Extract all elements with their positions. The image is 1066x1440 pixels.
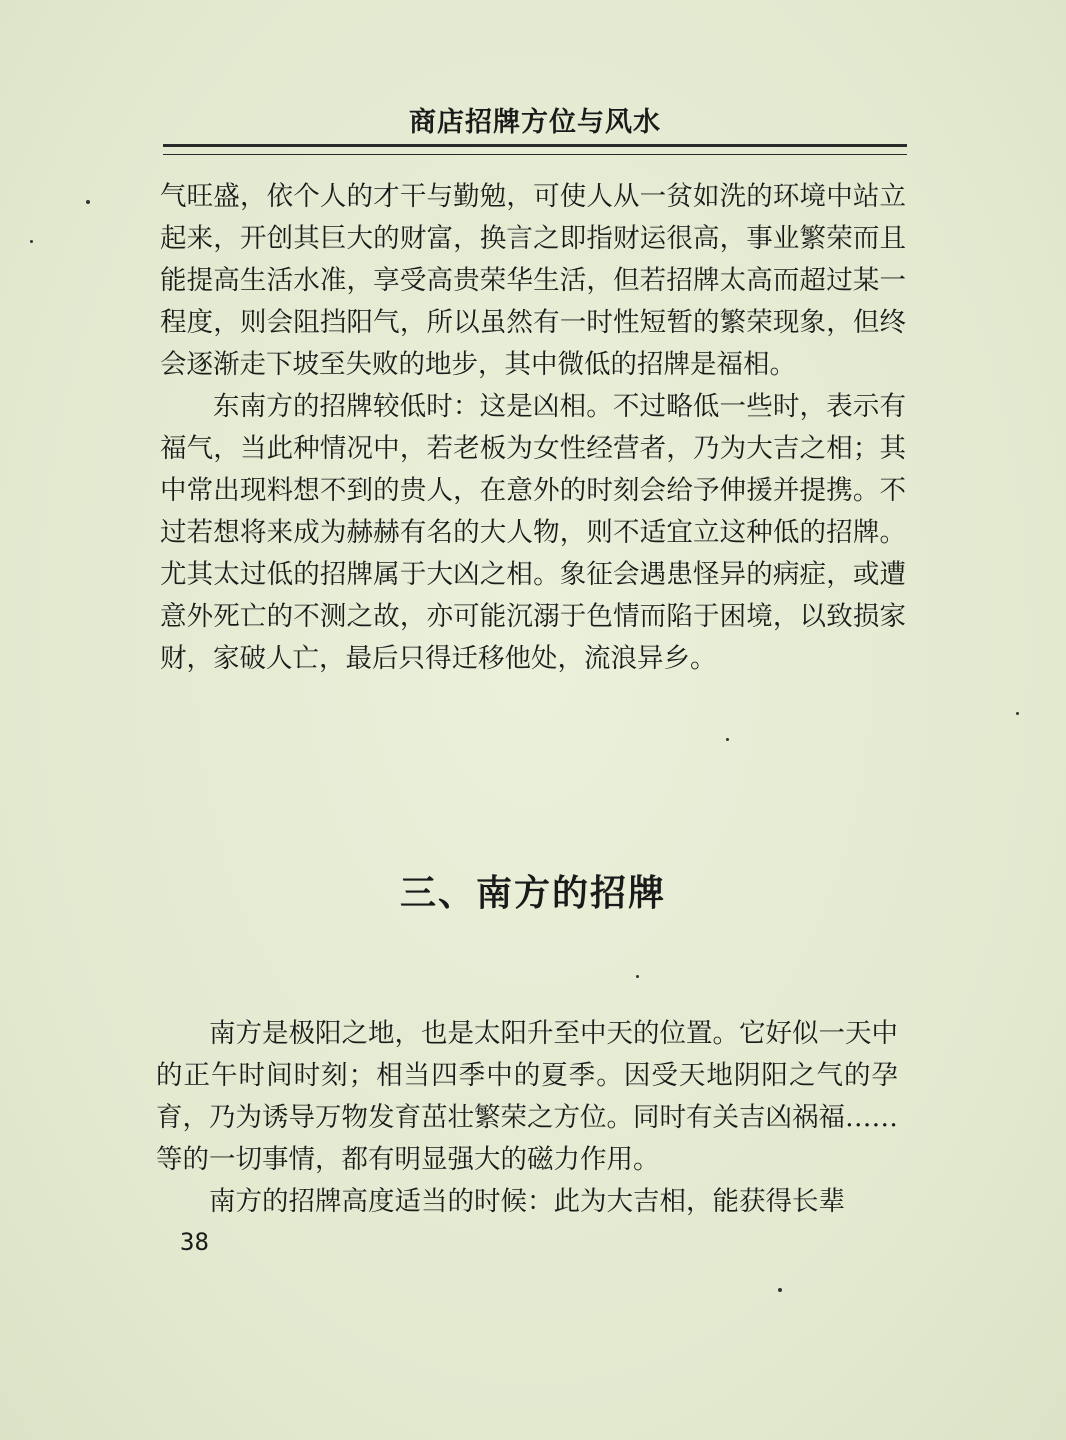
print-speck xyxy=(1016,712,1019,715)
print-speck xyxy=(726,738,729,741)
page-number: 38 xyxy=(180,1228,209,1256)
body-text-top xyxy=(160,176,906,680)
print-speck xyxy=(636,975,639,978)
body-text-bottom xyxy=(156,1013,898,1223)
print-speck xyxy=(86,200,90,204)
paragraph-south-intro: 南方是极阳之地，也是太阳升至中天的位置。它好似一天中的正午时间时刻；相当四季中的夏季。因受天地阴阳之气的孕育，乃为诱导万物发育茁壮繁荣之方位。同时有关吉凶祸福……等的一切事情，都有明显强大的磁力作用。 xyxy=(156,1018,898,1175)
paragraph-south-proper-height: 南方的招牌高度适当的时候：此为大吉相，能获得长辈 xyxy=(209,1186,845,1217)
section-heading: 三、南方的招牌 xyxy=(399,873,666,914)
print-speck xyxy=(778,1288,782,1292)
header-rule xyxy=(163,144,907,155)
print-speck xyxy=(30,240,33,243)
running-header: 商店招牌方位与风水 xyxy=(409,107,661,138)
paragraph-continued: 气旺盛，依个人的才干与勤勉，可使人从一贫如洗的环境中站立起来，开创其巨大的财富，换言之即指财运很高，事业繁荣而且能提高生活水准，享受高贵荣华生活，但若招牌太高而超过某一程度，则会阻挡阳气，所以虽然有一时性短暂的繁荣现象，但终会逐渐走下坡至失败的地步，其中微低的招牌是福相。 xyxy=(160,181,906,380)
paragraph-southeast-low: 东南方的招牌较低时：这是凶相。不过略低一些时，表示有福气，当此种情况中，若老板为女性经营者，乃为大吉之相；其中常出现料想不到的贵人，在意外的时刻会给予伸援并提携。不过若想将来成为赫赫有名的大人物，则不适宜立这种低的招牌。尤其太过低的招牌属于大凶之相。象征会遇患怪异的病症，或遭意外死亡的不测之故，亦可能沉溺于色情而陷于困境，以致损家财，家破人亡，最后只得迁移他处，流浪异乡。 xyxy=(160,391,906,674)
